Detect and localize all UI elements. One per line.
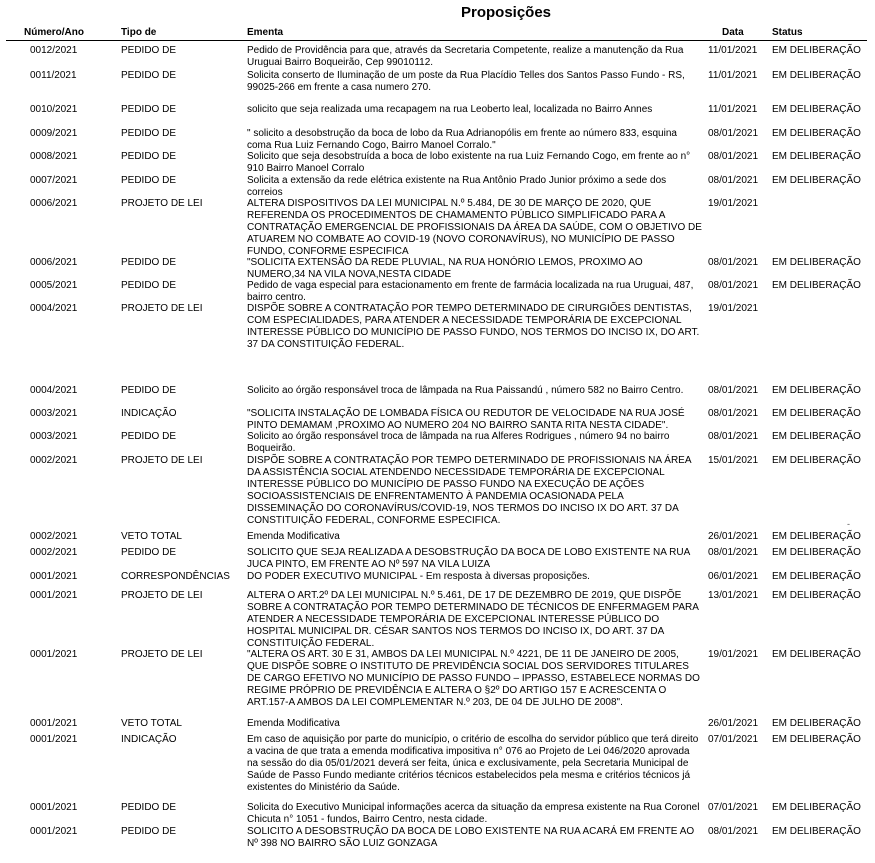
row-ementa: solicito que seja realizada uma recapagem na rua Leoberto leal, localizada no Bairro Annes — [247, 104, 653, 115]
header-ementa: Ementa — [247, 27, 284, 38]
row-status: EM DELIBERAÇÃO — [772, 431, 861, 442]
row-numero: 0004/2021 — [30, 303, 78, 314]
row-tipo: PEDIDO DE — [121, 175, 177, 186]
row-status: EM DELIBERAÇÃO — [772, 802, 861, 813]
row-tipo: INDICAÇÃO — [121, 408, 177, 419]
row-tipo: PEDIDO DE — [121, 128, 177, 139]
row-numero: 0001/2021 — [30, 734, 78, 745]
row-data: 07/01/2021 — [708, 802, 759, 813]
row-ementa: SOLICITO A DESOBSTRUÇÃO DA BOCA DE LOBO EXISTENTE NA RUA ACARÁ EM FRENTE AO Nº 398 NO BAIRRO SÃO LUIZ GONZAGA — [247, 826, 695, 849]
row-data: 08/01/2021 — [708, 280, 759, 291]
row-status: EM DELIBERAÇÃO — [772, 455, 861, 466]
row-numero: 0006/2021 — [30, 198, 78, 209]
row-status: EM DELIBERAÇÃO — [772, 649, 861, 660]
row-numero: 0001/2021 — [30, 802, 78, 813]
row-numero: 0003/2021 — [30, 431, 78, 442]
row-numero: 0009/2021 — [30, 128, 78, 139]
row-data: 08/01/2021 — [708, 128, 759, 139]
row-status: EM DELIBERAÇÃO — [772, 826, 861, 837]
row-tipo: PEDIDO DE — [121, 45, 177, 56]
row-numero: 0005/2021 — [30, 280, 78, 291]
row-data: 19/01/2021 — [708, 198, 759, 209]
row-ementa: DO PODER EXECUTIVO MUNICIPAL - Em resposta à diversas proposições. — [247, 571, 590, 582]
row-ementa: Em caso de aquisição por parte do município, o critério de escolha do servidor público que terá direito a vacina de que trata a emenda modificativa impositiva n° 076 ao Projeto de Lei 046/2020 aprovada na sessão do dia 05/01/2021 deverá ser feita, única e exclusivamente, pela Secretaria Municipal de Saúde de Passo Fundo mediante critérios técnicos estabelecidos pela mesma e critérios técnicos já existentes do Ministério da Saúde. — [247, 734, 699, 793]
row-data: 08/01/2021 — [708, 385, 759, 396]
row-ementa: "SOLICITA INSTALAÇÃO DE LOMBADA FÍSICA OU REDUTOR DE VELOCIDADE NA RUA JOSÉ PINTO DEMAMAM ,PROXIMO AO NUMERO 204 NO BAIRRO SANTA RITA NESTA CIDADE". — [247, 408, 685, 431]
row-tipo: PEDIDO DE — [121, 547, 177, 558]
row-data: 07/01/2021 — [708, 734, 759, 745]
row-status: EM DELIBERAÇÃO — [772, 718, 861, 729]
row-tipo: PEDIDO DE — [121, 385, 177, 396]
row-status: EM DELIBERAÇÃO — [772, 70, 861, 81]
row-tipo: VETO TOTAL — [121, 531, 182, 542]
row-numero: 0012/2021 — [30, 45, 78, 56]
row-ementa: Solicito ao órgão responsável troca de lâmpada na Rua Paissandú , número 582 no Bairro Centro. — [247, 385, 684, 396]
row-tipo: PEDIDO DE — [121, 151, 177, 162]
row-status: EM DELIBERAÇÃO — [772, 128, 861, 139]
row-status: EM DELIBERAÇÃO — [772, 280, 861, 291]
row-numero: 0002/2021 — [30, 455, 78, 466]
row-data: 19/01/2021 — [708, 303, 759, 314]
row-tipo: INDICAÇÃO — [121, 734, 177, 745]
row-ementa: Emenda Modificativa — [247, 718, 340, 729]
row-numero: 0003/2021 — [30, 408, 78, 419]
row-status: EM DELIBERAÇÃO — [772, 385, 861, 396]
row-data: 26/01/2021 — [708, 718, 759, 729]
row-ementa: Solicito ao órgão responsável troca de lâmpada na rua Alferes Rodrigues , número 94 no bairro Boqueirão. — [247, 431, 670, 454]
row-tipo: PEDIDO DE — [121, 802, 177, 813]
row-tipo: PEDIDO DE — [121, 826, 177, 837]
row-ementa: Solicito que seja desobstruída a boca de lobo existente na rua Luiz Fernando Cogo, em frente ao n° 910 Bairro Manoel Corralo — [247, 151, 691, 174]
page-title: Proposições — [460, 4, 552, 21]
row-status: EM DELIBERAÇÃO — [772, 734, 861, 745]
row-data: 15/01/2021 — [708, 455, 759, 466]
row-ementa: DISPÕE SOBRE A CONTRATAÇÃO POR TEMPO DETERMINADO DE PROFISSIONAIS NA ÁREA DA ASSISTÊNCIA SOCIAL ATENDENDO NECESSIDADE TEMPORÁRIA DE EXCEPCIONAL INTERESSE PÚBLICO DO MUNICÍPIO DE PASSO FUNDO NA EXECUÇÃO DE AÇÕES SOCIOASSISTENCIAIS DE ENFRENTAMENTO À PANDEMIA OCASIONADA PELA DISSEMINAÇÃO DO CORONAVÍRUS/COVID-19, NOS TERMOS DO INCISO IX DO ART. 37 DA CONSTITUIÇÃO FEDERAL, CONFORME ESPECIFICA. — [247, 455, 691, 526]
row-numero: 0001/2021 — [30, 718, 78, 729]
row-numero: 0001/2021 — [30, 826, 78, 837]
row-status: EM DELIBERAÇÃO — [772, 590, 861, 601]
row-status: EM DELIBERAÇÃO — [772, 408, 861, 419]
row-data: 13/01/2021 — [708, 590, 759, 601]
row-numero: 0006/2021 — [30, 257, 78, 268]
row-data: 08/01/2021 — [708, 431, 759, 442]
row-tipo: PROJETO DE LEI — [121, 590, 203, 601]
row-tipo: PEDIDO DE — [121, 431, 177, 442]
row-ementa: "ALTERA OS ART. 30 E 31, AMBOS DA LEI MUNICIPAL N.º 4221, DE 11 DE JANEIRO DE 2005, QUE DISPÕE SOBRE O INSTITUTO DE PREVIDÊNCIA SOCIAL DOS SERVIDORES TITULARES DE CARGO EFETIVO NO MUNICÍPIO DE PASSO FUNDO – IPPASSO, ESTABELECE NORMAS DO REGIME PRÓPRIO DE PREVIDÊNCIA E ALTERA O §2º DO ARTIGO 157 E ACRESCENTA O ART.157-A AMBOS DA LEI COMPLEMENTAR N.º 203, DE 04 DE JULHO DE 2008". — [247, 649, 700, 708]
row-ementa: Solicita conserto de Iluminação de um poste da Rua Placídio Telles dos Santos Passo Fundo - RS, 99025-266 em frente a casa numero 270. — [247, 70, 685, 93]
row-data: 26/01/2021 — [708, 531, 759, 542]
row-tipo: PEDIDO DE — [121, 280, 177, 291]
row-numero: 0004/2021 — [30, 385, 78, 396]
row-data: 11/01/2021 — [708, 104, 758, 115]
row-data: 08/01/2021 — [708, 826, 759, 837]
row-numero: 0001/2021 — [30, 571, 78, 582]
row-status: EM DELIBERAÇÃO — [772, 151, 861, 162]
row-status: EM DELIBERAÇÃO — [772, 104, 861, 115]
row-tipo: PROJETO DE LEI — [121, 303, 203, 314]
header-numero: Número/Ano — [24, 27, 84, 38]
row-data: 19/01/2021 — [708, 649, 759, 660]
row-tipo: PEDIDO DE — [121, 257, 177, 268]
row-status: EM DELIBERAÇÃO — [772, 531, 861, 542]
row-ementa: ALTERA O ART.2º DA LEI MUNICIPAL N.º 5.461, DE 17 DE DEZEMBRO DE 2019, QUE DISPÕE SOBRE A CONTRATAÇÃO POR TEMPO DETERMINADO DE TÉCNICOS DE ENFERMAGEM PARA ATENDER A NECESSIDADE TEMPORÁRIA DE EXCEPCIONAL INTERESSE PÚBLICO DO HOSPITAL MUNICIPAL DR. CÉSAR SANTOS NOS TERMOS DO INCISO IX, DO ART. 37 DA CONSTITUIÇÃO FEDERAL. — [247, 590, 699, 649]
row-numero: 0008/2021 — [30, 151, 78, 162]
row-data: 08/01/2021 — [708, 547, 759, 558]
row-status: EM DELIBERAÇÃO — [772, 45, 861, 56]
row-data: 08/01/2021 — [708, 151, 759, 162]
row-ementa: "SOLICITA EXTENSÃO DA REDE PLUVIAL, NA RUA HONÓRIO LEMOS, PROXIMO AO NUMERO,34 NA VILA NOVA,NESTA CIDADE — [247, 257, 643, 280]
row-tipo: PROJETO DE LEI — [121, 649, 203, 660]
row-numero: 0011/2021 — [30, 70, 77, 81]
header-data: Data — [722, 27, 744, 38]
row-ementa: DISPÕE SOBRE A CONTRATAÇÃO POR TEMPO DETERMINADO DE CIRURGIÕES DENTISTAS, COM ESPECIALIDADES, PARA ATENDER A NECESSIDADE TEMPORÁRIA DE EXCEPCIONAL INTERESSE PÚBLICO DO MUNICÍPIO DE PASSO FUNDO, NOS TERMOS DO INCISO IX, DO ART. 37 DA CONSTITUIÇÃO FEDERAL. — [247, 303, 700, 350]
header-status: Status — [772, 27, 803, 38]
row-numero: 0002/2021 — [30, 531, 78, 542]
row-numero: 0001/2021 — [30, 649, 78, 660]
row-data: 08/01/2021 — [708, 257, 759, 268]
row-ementa: Solicita do Executivo Municipal informações acerca da situação da empresa existente na Rua Coronel Chicuta n° 1051 - fundos, Bairro Centro, nesta cidade. — [247, 802, 700, 825]
row-numero: 0010/2021 — [30, 104, 78, 115]
row-ementa: SOLICITO QUE SEJA REALIZADA A DESOBSTRUÇÃO DA BOCA DE LOBO EXISTENTE NA RUA JUCA PINTO, EM FRENTE AO Nº 597 NA VILA LUIZA — [247, 547, 690, 570]
row-tipo: PEDIDO DE — [121, 104, 177, 115]
stray-mark: - — [847, 519, 850, 529]
row-ementa: " solicito a desobstrução da boca de lobo da Rua Adrianopólis em frente ao número 833, esquina coma Rua Luiz Fernando Cogo, Bairro Manoel Corralo." — [247, 128, 677, 151]
row-status: EM DELIBERAÇÃO — [772, 571, 861, 582]
header-divider — [6, 40, 867, 41]
row-ementa: Pedido de Providência para que, através da Secretaria Competente, realize a manutenção da Rua Uruguai Bairro Boqueirão, Cep 99010112. — [247, 45, 684, 68]
row-ementa: Solicita a extensão da rede elétrica existente na Rua Antônio Prado Junior próximo a sede dos correios — [247, 175, 667, 198]
header-tipo: Tipo de — [121, 27, 157, 38]
row-data: 08/01/2021 — [708, 175, 759, 186]
row-numero: 0007/2021 — [30, 175, 78, 186]
row-status: EM DELIBERAÇÃO — [772, 257, 861, 268]
row-tipo: CORRESPONDÊNCIAS — [121, 571, 230, 582]
row-data: 11/01/2021 — [708, 45, 758, 56]
row-tipo: PROJETO DE LEI — [121, 455, 203, 466]
row-ementa: Pedido de vaga especial para estacionamento em frente de farmácia localizada na rua Uruguai, 487, bairro centro. — [247, 280, 694, 303]
row-numero: 0001/2021 — [30, 590, 78, 601]
row-data: 08/01/2021 — [708, 408, 759, 419]
row-ementa: Emenda Modificativa — [247, 531, 340, 542]
row-tipo: PROJETO DE LEI — [121, 198, 203, 209]
row-data: 06/01/2021 — [708, 571, 759, 582]
row-numero: 0002/2021 — [30, 547, 78, 558]
row-tipo: VETO TOTAL — [121, 718, 182, 729]
row-tipo: PEDIDO DE — [121, 70, 177, 81]
row-data: 11/01/2021 — [708, 70, 758, 81]
row-status: EM DELIBERAÇÃO — [772, 175, 861, 186]
row-ementa: ALTERA DISPOSITIVOS DA LEI MUNICIPAL N.º 5.484, DE 30 DE MARÇO DE 2020, QUE REFERENDA OS PROCEDIMENTOS DE CHAMAMENTO PÚBLICO SIMPLIFICADO PARA A CONTRATAÇÃO EMERGENCIAL DE PROFISSIONAIS DA ÁREA DA SAÚDE, COM O OBJETIVO DE ATUAREM NO COMBATE AO COVID-19 (NOVO CORONAVÍRUS), NO MUNICÍPIO DE PASSO FUNDO, CONFORME ESPECIFICA — [247, 198, 702, 257]
row-status: EM DELIBERAÇÃO — [772, 547, 861, 558]
